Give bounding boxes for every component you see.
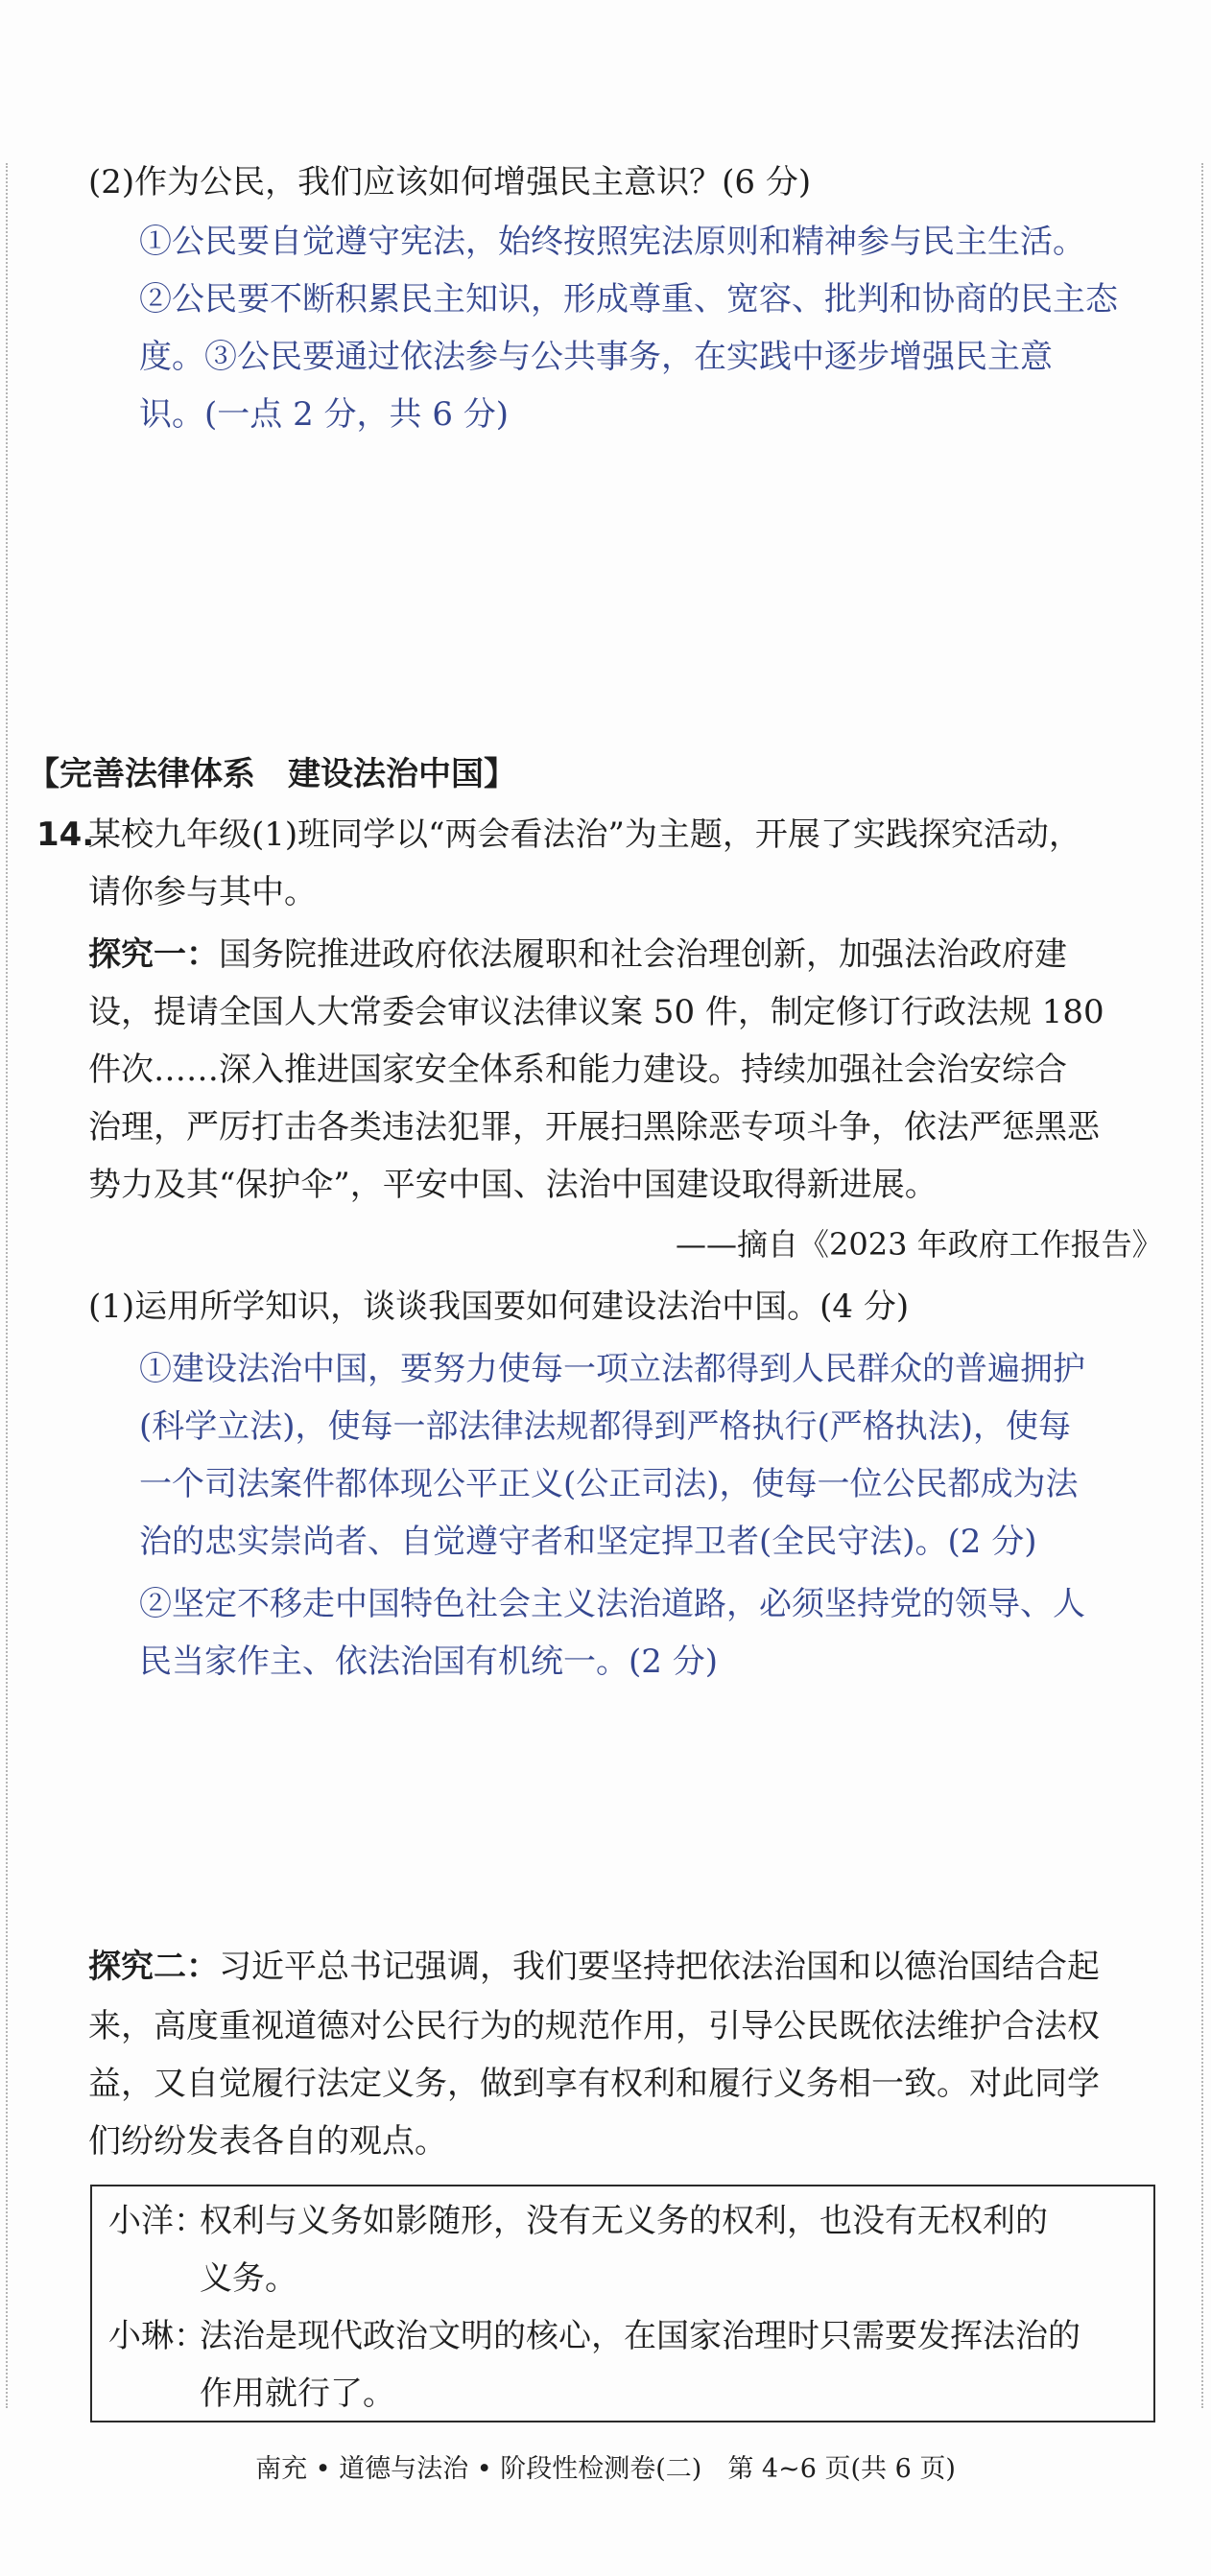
q14-number: 14. xyxy=(36,815,95,854)
q13-answer-line-4: 识。(一点 2 分，共 6 分) xyxy=(139,395,510,434)
opinion-xiaoyang-line-1: 权利与义务如影随形，没有无义务的权利，也没有无权利的 xyxy=(200,2202,1048,2240)
q14-part1-question: (1)运用所学知识，谈谈我国要如何建设法治中国。(4 分) xyxy=(88,1288,910,1326)
q14-answer-line-1: ①建设法治中国，要努力使每一项立法都得到人民群众的普遍拥护 xyxy=(139,1350,1085,1388)
q14-answer-line-2: (科学立法)，使每一部法律法规都得到严格执行(严格执法)，使每 xyxy=(139,1407,1072,1446)
q14-stem-line-1: 某校九年级(1)班同学以“两会看法治”为主题，开展了实践探究活动， xyxy=(88,815,1081,854)
opinion-speaker-xiaolin: 小琳： xyxy=(108,2317,206,2355)
inquiry1-line-5: 势力及其“保护伞”，平安中国、法治中国建设取得新进展。 xyxy=(88,1166,938,1204)
page-footer: 南充 • 道德与法治 • 阶段性检测卷(二) 第 4~6 页(共 6 页) xyxy=(255,2454,956,2484)
inquiry2-line-3: 益，又自觉履行法定义务，做到享有权利和履行义务相一致。对此同学 xyxy=(88,2065,1100,2103)
q14-answer-line-5: ②坚定不移走中国特色社会主义法治道路，必须坚持党的领导、人 xyxy=(139,1585,1085,1623)
opinion-xiaolin-line-2: 作用就行了。 xyxy=(200,2375,395,2413)
q14-answer-line-4: 治的忠实崇尚者、自觉遵守者和坚定捍卫者(全民守法)。(2 分) xyxy=(139,1523,1037,1561)
inquiry2-line-4: 们纷纷发表各自的观点。 xyxy=(88,2122,447,2161)
left-margin-dotted-line xyxy=(6,163,8,2408)
q14-answer-line-3: 一个司法案件都体现公平正义(公正司法)，使每一位公民都成为法 xyxy=(139,1465,1079,1503)
opinion-xiaoyang-line-2: 义务。 xyxy=(200,2259,297,2298)
inquiry1-source: ——摘自《2023 年政府工作报告》 xyxy=(676,1226,1163,1263)
opinion-xiaolin-line-1: 法治是现代政治文明的核心，在国家治理时只需要发挥法治的 xyxy=(200,2317,1080,2355)
inquiry1-line-3: 件次……深入推进国家安全体系和能力建设。持续加强社会治安综合 xyxy=(88,1051,1067,1089)
q13-part2-question: (2)作为公民，我们应该如何增强民主意识？(6 分) xyxy=(88,163,812,201)
q14-stem-line-2: 请你参与其中。 xyxy=(88,873,317,911)
section-heading: 【完善法律体系 建设法治中国】 xyxy=(27,755,516,793)
opinion-speaker-xiaoyang: 小洋： xyxy=(108,2202,206,2240)
inquiry2-label: 探究二： xyxy=(88,1948,219,1986)
right-margin-dotted-line xyxy=(1201,163,1203,2408)
inquiry2-line-2: 来，高度重视道德对公民行为的规范作用，引导公民既依法维护合法权 xyxy=(88,2007,1100,2045)
q13-answer-line-3: 度。③公民要通过依法参与公共事务，在实践中逐步增强民主意 xyxy=(139,338,1053,376)
inquiry2-line-1: 习近平总书记强调，我们要坚持把依法治国和以德治国结合起 xyxy=(219,1948,1100,1986)
inquiry1-line-1: 国务院推进政府依法履职和社会治理创新，加强法治政府建 xyxy=(219,935,1067,974)
q14-answer-line-6: 民当家作主、依法治国有机统一。(2 分) xyxy=(139,1642,718,1681)
inquiry1-line-2: 设，提请全国人大常委会审议法律议案 50 件，制定修订行政法规 180 xyxy=(88,993,1104,1031)
q13-answer-line-2: ②公民要不断积累民主知识，形成尊重、宽容、批判和协商的民主态 xyxy=(139,280,1118,319)
q13-answer-line-1: ①公民要自觉遵守宪法，始终按照宪法原则和精神参与民主生活。 xyxy=(139,223,1085,261)
inquiry1-line-4: 治理，严厉打击各类违法犯罪，开展扫黑除恶专项斗争，依法严惩黑恶 xyxy=(88,1108,1100,1146)
inquiry1-label: 探究一： xyxy=(88,935,219,974)
